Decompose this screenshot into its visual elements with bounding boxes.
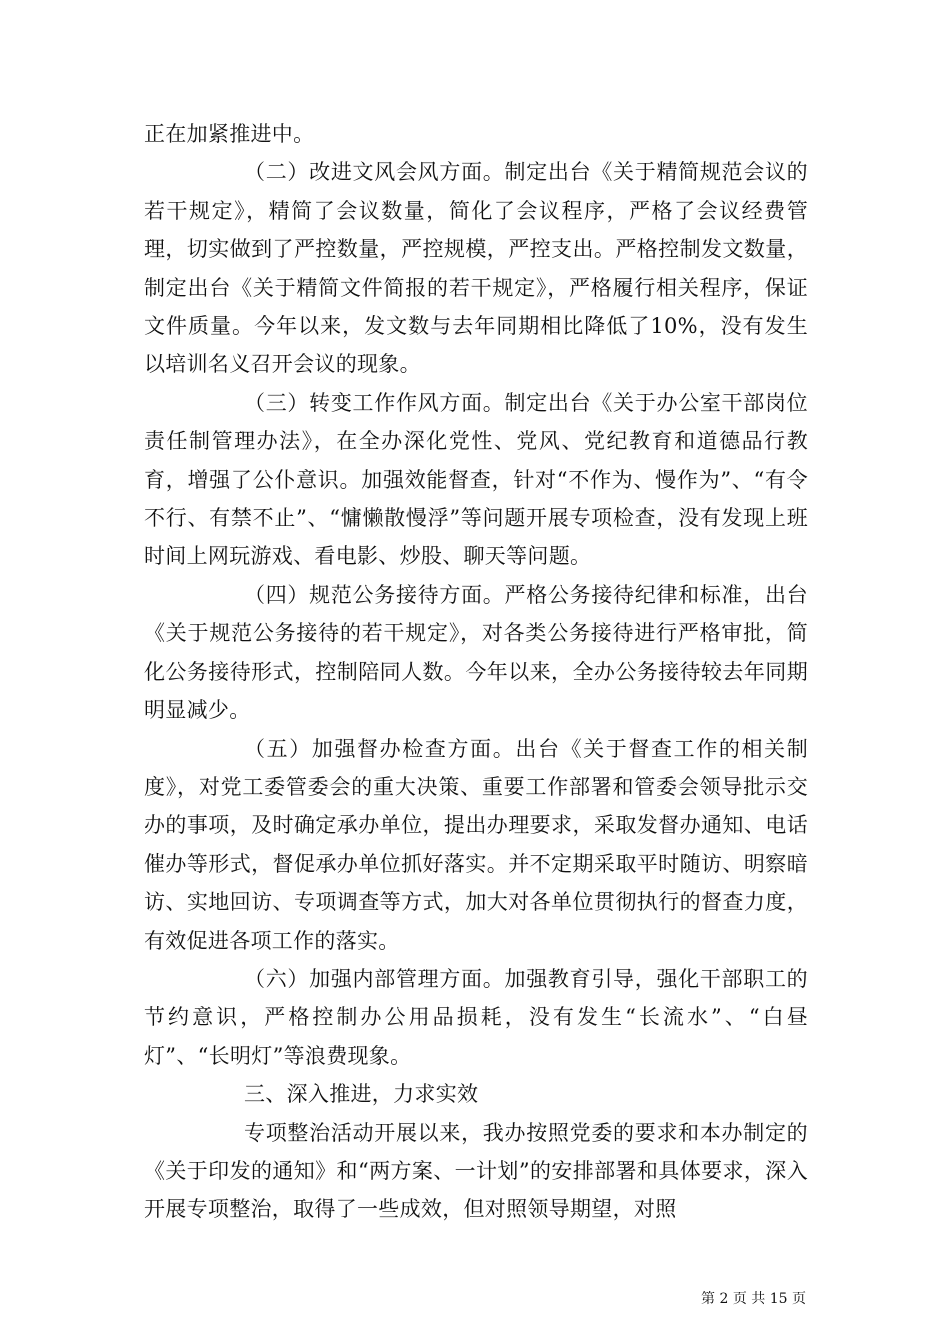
paragraph-section-4: （四）规范公务接待方面。严格公务接待纪律和标准，出台《关于规范公务接待的若干规定》，对各类公务接待进行严格审批，简化公务接待形式，控制陪同人数。今年以来，全办公务接待较去年同期明显减少。: [144, 582, 808, 723]
document-body: [144, 115, 808, 1229]
paragraph-section-5: （五）加强督办检查方面。出台《关于督查工作的相关制度》，对党工委管委会的重大决策、重要工作部署和管委会领导批示交办的事项，及时确定承办单位，提出办理要求，采取发督办通知、电话催办等形式，督促承办单位抓好落实。并不定期采取平时随访、明察暗访、实地回访、专项调查等方式，加大对各单位贯彻执行的督查力度，有效促进各项工作的落实。: [144, 736, 808, 953]
section-heading-3: 三、深入推进，力求实效: [244, 1082, 479, 1107]
paragraph-section-6: （六）加强内部管理方面。加强教育引导，强化干部职工的节约意识，严格控制办公用品损耗，没有发生“长流水”、“白昼灯”、“长明灯”等浪费现象。: [144, 966, 808, 1068]
page-number-footer: 第 2 页 共 15 页: [701, 1291, 806, 1307]
paragraph-summary: 专项整治活动开展以来，我办按照党委的要求和本办制定的《关于印发的通知》和“两方案、一计划”的安排部署和具体要求，深入开展专项整治，取得了一些成效，但对照领导期望，对照: [144, 1120, 808, 1222]
paragraph-continuation: 正在加紧推进中。: [144, 122, 315, 146]
paragraph-section-3: （三）转变工作作风方面。制定出台《关于办公室干部岗位责任制管理办法》，在全办深化党性、党风、党纪教育和道德品行教育，增强了公仆意识。加强效能督查，针对“不作为、慢作为”、“有令不行、有禁不止”、“慵懒散慢浮”等问题开展专项检查，没有发现上班时间上网玩游戏、看电影、炒股、聊天等问题。: [144, 390, 808, 569]
paragraph-section-2: （二）改进文风会风方面。制定出台《关于精简规范会议的若干规定》，精简了会议数量，简化了会议程序，严格了会议经费管理，切实做到了严控数量，严控规模，严控支出。严格控制发文数量，制定出台《关于精简文件简报的若干规定》，严格履行相关程序，保证文件质量。今年以来，发文数与去年同期相比降低了10%，没有发生以培训名义召开会议的现象。: [144, 160, 808, 377]
